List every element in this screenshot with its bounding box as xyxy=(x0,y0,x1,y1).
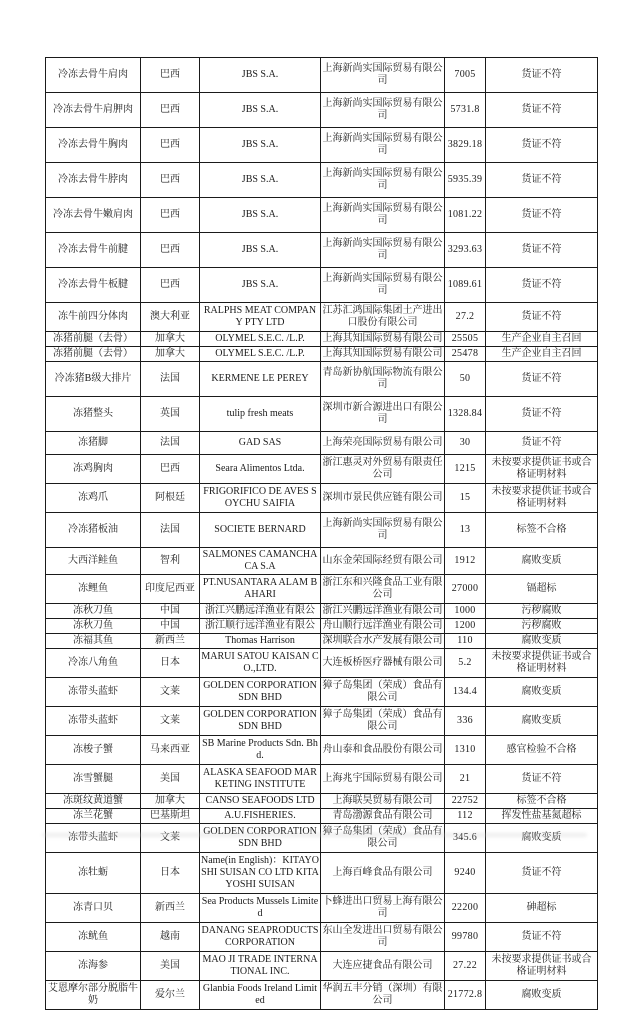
reason-cell: 污秽腐败 xyxy=(486,619,598,634)
manufacturer-cell: MAO JI TRADE INTERNATIONAL INC. xyxy=(200,952,321,981)
manufacturer-cell: Seara Alimentos Ltda. xyxy=(200,455,321,484)
importer-cell: 浙江惠灵对外贸易有限责任公司 xyxy=(321,455,445,484)
product-cell: 冻梭子蟹 xyxy=(46,736,141,765)
table-row xyxy=(46,981,598,1010)
product-cell: 冻鲤鱼 xyxy=(46,575,141,604)
country-cell: 阿根廷 xyxy=(141,484,200,513)
table-row xyxy=(46,163,598,198)
table-row xyxy=(46,809,598,824)
quantity-cell: 5.2 xyxy=(445,649,486,678)
importer-cell: 上海荣亮国际贸易有限公司 xyxy=(321,432,445,455)
table-row xyxy=(46,233,598,268)
table-row xyxy=(46,853,598,894)
manufacturer-cell: Sea Products Mussels Limited xyxy=(200,894,321,923)
country-cell: 巴西 xyxy=(141,198,200,233)
reason-cell: 生产企业自主召回 xyxy=(486,332,598,347)
reason-cell: 未按要求提供证书或合格证明材料 xyxy=(486,484,598,513)
manufacturer-cell: JBS S.A. xyxy=(200,58,321,93)
reason-cell: 货证不符 xyxy=(486,198,598,233)
product-cell: 冷冻去骨牛肩肉 xyxy=(46,58,141,93)
country-cell: 爱尔兰 xyxy=(141,981,200,1010)
quantity-cell: 3293.63 xyxy=(445,233,486,268)
country-cell: 日本 xyxy=(141,853,200,894)
quantity-cell: 22752 xyxy=(445,794,486,809)
quantity-cell: 21 xyxy=(445,765,486,794)
importer-cell: 獐子岛集团（荣成）食品有限公司 xyxy=(321,707,445,736)
product-cell: 冷冻猪B级大排片 xyxy=(46,362,141,397)
table-row xyxy=(46,649,598,678)
country-cell: 加拿大 xyxy=(141,347,200,362)
product-cell: 冻猪前腿（去骨） xyxy=(46,347,141,362)
manufacturer-cell: 浙江兴鹏远洋渔业有限公 xyxy=(200,604,321,619)
importer-cell: 深圳联合水产发展有限公司 xyxy=(321,634,445,649)
table-row xyxy=(46,455,598,484)
table-row xyxy=(46,794,598,809)
importer-cell: 上海新尚实国际贸易有限公司 xyxy=(321,93,445,128)
importer-cell: 上海新尚实国际贸易有限公司 xyxy=(321,198,445,233)
quantity-cell: 134.4 xyxy=(445,678,486,707)
reason-cell: 货证不符 xyxy=(486,233,598,268)
quantity-cell: 27.22 xyxy=(445,952,486,981)
reason-cell: 污秽腐败 xyxy=(486,604,598,619)
country-cell: 巴西 xyxy=(141,268,200,303)
reason-cell: 货证不符 xyxy=(486,128,598,163)
product-cell: 冻牛前四分体肉 xyxy=(46,303,141,332)
quantity-cell: 1215 xyxy=(445,455,486,484)
table-row xyxy=(46,332,598,347)
country-cell: 文莱 xyxy=(141,707,200,736)
quantity-cell: 1089.61 xyxy=(445,268,486,303)
importer-cell: 上海其知国际贸易有限公司 xyxy=(321,332,445,347)
reason-cell: 挥发性盐基氮超标 xyxy=(486,809,598,824)
quantity-cell: 21772.8 xyxy=(445,981,486,1010)
importer-cell: 上海兆宇国际贸易有限公司 xyxy=(321,765,445,794)
reason-cell: 感官检验不合格 xyxy=(486,736,598,765)
importer-cell: 浙江东和兴隆食品工业有限公司 xyxy=(321,575,445,604)
country-cell: 中国 xyxy=(141,604,200,619)
product-cell: 冷冻去骨牛脖肉 xyxy=(46,163,141,198)
product-cell: 冻鸡胸肉 xyxy=(46,455,141,484)
document-sheet xyxy=(45,57,597,1010)
product-cell: 冻带头蓝虾 xyxy=(46,678,141,707)
table-row xyxy=(46,362,598,397)
quantity-cell: 1081.22 xyxy=(445,198,486,233)
country-cell: 美国 xyxy=(141,765,200,794)
product-cell: 冻带头蓝虾 xyxy=(46,824,141,853)
product-cell: 冷冻去骨牛板腱 xyxy=(46,268,141,303)
table-row xyxy=(46,513,598,548)
product-cell: 大西洋鲑鱼 xyxy=(46,548,141,575)
quantity-cell: 99780 xyxy=(445,923,486,952)
importer-cell: 上海新尚实国际贸易有限公司 xyxy=(321,233,445,268)
table-row xyxy=(46,58,598,93)
manufacturer-cell: CANSO SEAFOODS LTD xyxy=(200,794,321,809)
reason-cell: 生产企业自主召回 xyxy=(486,347,598,362)
country-cell: 英国 xyxy=(141,397,200,432)
table-row xyxy=(46,575,598,604)
importer-cell: 上海新尚实国际贸易有限公司 xyxy=(321,58,445,93)
inspection-table-body xyxy=(46,58,598,1010)
manufacturer-cell: tulip fresh meats xyxy=(200,397,321,432)
country-cell: 美国 xyxy=(141,952,200,981)
quantity-cell: 336 xyxy=(445,707,486,736)
product-cell: 冻猪整头 xyxy=(46,397,141,432)
product-cell: 冻福其鱼 xyxy=(46,634,141,649)
country-cell: 马来西亚 xyxy=(141,736,200,765)
quantity-cell: 25478 xyxy=(445,347,486,362)
country-cell: 日本 xyxy=(141,649,200,678)
importer-cell: 华润五丰分销（深圳）有限公司 xyxy=(321,981,445,1010)
country-cell: 巴西 xyxy=(141,455,200,484)
reason-cell: 货证不符 xyxy=(486,397,598,432)
country-cell: 巴西 xyxy=(141,58,200,93)
manufacturer-cell: A.U.FISHERIES. xyxy=(200,809,321,824)
manufacturer-cell: SB Marine Products Sdn. Bhd. xyxy=(200,736,321,765)
quantity-cell: 25505 xyxy=(445,332,486,347)
importer-cell: 山东金荣国际经贸有限公司 xyxy=(321,548,445,575)
importer-cell: 大连应捷食品有限公司 xyxy=(321,952,445,981)
product-cell: 冻猪脚 xyxy=(46,432,141,455)
quantity-cell: 1310 xyxy=(445,736,486,765)
importer-cell: 大连板桥医疗器械有限公司 xyxy=(321,649,445,678)
importer-cell: 深圳市新合源进出口有限公司 xyxy=(321,397,445,432)
importer-cell: 上海其知国际贸易有限公司 xyxy=(321,347,445,362)
product-cell: 冻青口贝 xyxy=(46,894,141,923)
product-cell: 冷冻去骨牛前腱 xyxy=(46,233,141,268)
table-row xyxy=(46,128,598,163)
country-cell: 法国 xyxy=(141,432,200,455)
product-cell: 冷冻八角鱼 xyxy=(46,649,141,678)
table-row xyxy=(46,347,598,362)
product-cell: 冻雪蟹腿 xyxy=(46,765,141,794)
table-row xyxy=(46,736,598,765)
quantity-cell: 1000 xyxy=(445,604,486,619)
manufacturer-cell: SOCIETE BERNARD xyxy=(200,513,321,548)
manufacturer-cell: RALPHS MEAT COMPANY PTY LTD xyxy=(200,303,321,332)
country-cell: 加拿大 xyxy=(141,332,200,347)
reason-cell: 未按要求提供证书或合格证明材料 xyxy=(486,952,598,981)
quantity-cell: 1328.84 xyxy=(445,397,486,432)
reason-cell: 货证不符 xyxy=(486,303,598,332)
reason-cell: 货证不符 xyxy=(486,93,598,128)
reason-cell: 镉超标 xyxy=(486,575,598,604)
reason-cell: 货证不符 xyxy=(486,923,598,952)
product-cell: 冻鸡爪 xyxy=(46,484,141,513)
importer-cell: 青岛新协航国际物流有限公司 xyxy=(321,362,445,397)
product-cell: 冻秋刀鱼 xyxy=(46,619,141,634)
importer-cell: 上海新尚实国际贸易有限公司 xyxy=(321,513,445,548)
importer-cell: 獐子岛集团（荣成）食品有限公司 xyxy=(321,678,445,707)
quantity-cell: 13 xyxy=(445,513,486,548)
reason-cell: 腐败变质 xyxy=(486,678,598,707)
importer-cell: 江苏汇鸿国际集团土产进出口股份有限公司 xyxy=(321,303,445,332)
reason-cell: 腐败变质 xyxy=(486,634,598,649)
importer-cell: 上海联昊贸易有限公司 xyxy=(321,794,445,809)
table-row xyxy=(46,678,598,707)
quantity-cell: 27.2 xyxy=(445,303,486,332)
manufacturer-cell: MARUI SATOU KAISAN CO.,LTD. xyxy=(200,649,321,678)
manufacturer-cell: Thomas Harrison xyxy=(200,634,321,649)
table-row xyxy=(46,604,598,619)
table-row xyxy=(46,198,598,233)
country-cell: 巴西 xyxy=(141,163,200,198)
table-row xyxy=(46,619,598,634)
importer-cell: 上海百峰食品有限公司 xyxy=(321,853,445,894)
quantity-cell: 110 xyxy=(445,634,486,649)
country-cell: 加拿大 xyxy=(141,794,200,809)
quantity-cell: 3829.18 xyxy=(445,128,486,163)
quantity-cell: 112 xyxy=(445,809,486,824)
quantity-cell: 5731.8 xyxy=(445,93,486,128)
quantity-cell: 50 xyxy=(445,362,486,397)
reason-cell: 货证不符 xyxy=(486,765,598,794)
table-row xyxy=(46,634,598,649)
importer-cell: 上海新尚实国际贸易有限公司 xyxy=(321,128,445,163)
reason-cell: 货证不符 xyxy=(486,362,598,397)
importer-cell: 舟山泰和食品股份有限公司 xyxy=(321,736,445,765)
product-cell: 冻秋刀鱼 xyxy=(46,604,141,619)
country-cell: 澳大利亚 xyxy=(141,303,200,332)
reason-cell: 砷超标 xyxy=(486,894,598,923)
reason-cell: 标签不合格 xyxy=(486,794,598,809)
country-cell: 中国 xyxy=(141,619,200,634)
country-cell: 巴西 xyxy=(141,233,200,268)
product-cell: 冻斑纹黄道蟹 xyxy=(46,794,141,809)
manufacturer-cell: KERMENE LE PEREY xyxy=(200,362,321,397)
importer-cell: 舟山顺行远洋渔业有限公司 xyxy=(321,619,445,634)
reason-cell: 货证不符 xyxy=(486,58,598,93)
quantity-cell: 1912 xyxy=(445,548,486,575)
quantity-cell: 9240 xyxy=(445,853,486,894)
manufacturer-cell: GOLDEN CORPORATION SDN BHD xyxy=(200,824,321,853)
quantity-cell: 22200 xyxy=(445,894,486,923)
table-row xyxy=(46,397,598,432)
country-cell: 越南 xyxy=(141,923,200,952)
reason-cell: 货证不符 xyxy=(486,268,598,303)
quantity-cell: 5935.39 xyxy=(445,163,486,198)
country-cell: 巴基斯坦 xyxy=(141,809,200,824)
quantity-cell: 27000 xyxy=(445,575,486,604)
manufacturer-cell: Glanbia Foods Ireland Limited xyxy=(200,981,321,1010)
importer-cell: 上海新尚实国际贸易有限公司 xyxy=(321,268,445,303)
product-cell: 冷冻去骨牛嫩肩肉 xyxy=(46,198,141,233)
table-row xyxy=(46,765,598,794)
reason-cell: 货证不符 xyxy=(486,432,598,455)
product-cell: 冻鱿鱼 xyxy=(46,923,141,952)
country-cell: 文莱 xyxy=(141,824,200,853)
importer-cell: 浙江兴鹏远洋渔业有限公司 xyxy=(321,604,445,619)
country-cell: 巴西 xyxy=(141,128,200,163)
reason-cell: 货证不符 xyxy=(486,163,598,198)
manufacturer-cell: FRIGORIFICO DE AVES SOYCHU SAIFIA xyxy=(200,484,321,513)
table-row xyxy=(46,894,598,923)
manufacturer-cell: JBS S.A. xyxy=(200,93,321,128)
scan-artifact xyxy=(42,833,587,837)
product-cell: 冷冻猪板油 xyxy=(46,513,141,548)
reason-cell: 腐败变质 xyxy=(486,824,598,853)
country-cell: 新西兰 xyxy=(141,894,200,923)
country-cell: 法国 xyxy=(141,513,200,548)
table-row xyxy=(46,268,598,303)
manufacturer-cell: JBS S.A. xyxy=(200,268,321,303)
product-cell: 冻带头蓝虾 xyxy=(46,707,141,736)
manufacturer-cell: JBS S.A. xyxy=(200,233,321,268)
manufacturer-cell: GOLDEN CORPORATION SDN BHD xyxy=(200,707,321,736)
importer-cell: 东山全发进出口贸易有限公司 xyxy=(321,923,445,952)
manufacturer-cell: OLYMEL S.E.C. /L.P. xyxy=(200,347,321,362)
importer-cell: 青岛渤源食品有限公司 xyxy=(321,809,445,824)
country-cell: 法国 xyxy=(141,362,200,397)
quantity-cell: 7005 xyxy=(445,58,486,93)
reason-cell: 标签不合格 xyxy=(486,513,598,548)
manufacturer-cell: Name(in English)：KITAYOSHI SUISAN CO LTD KITAYOSHI SUISAN xyxy=(200,853,321,894)
manufacturer-cell: DANANG SEAPRODUCTS CORPORATION xyxy=(200,923,321,952)
quantity-cell: 345.6 xyxy=(445,824,486,853)
manufacturer-cell: GAD SAS xyxy=(200,432,321,455)
table-row xyxy=(46,952,598,981)
manufacturer-cell: GOLDEN CORPORATION SDN BHD xyxy=(200,678,321,707)
manufacturer-cell: 浙江顺行远洋渔业有限公 xyxy=(200,619,321,634)
product-cell: 艾恩摩尔部分脱脂牛奶 xyxy=(46,981,141,1010)
country-cell: 新西兰 xyxy=(141,634,200,649)
country-cell: 印度尼西亚 xyxy=(141,575,200,604)
quantity-cell: 30 xyxy=(445,432,486,455)
table-row xyxy=(46,707,598,736)
reason-cell: 腐败变质 xyxy=(486,548,598,575)
manufacturer-cell: OLYMEL S.E.C. /L.P. xyxy=(200,332,321,347)
table-row xyxy=(46,93,598,128)
product-cell: 冻牡蛎 xyxy=(46,853,141,894)
product-cell: 冻兰花蟹 xyxy=(46,809,141,824)
table-row xyxy=(46,484,598,513)
product-cell: 冻海参 xyxy=(46,952,141,981)
table-row xyxy=(46,432,598,455)
importer-cell: 獐子岛集团（荣成）食品有限公司 xyxy=(321,824,445,853)
reason-cell: 腐败变质 xyxy=(486,981,598,1010)
reason-cell: 货证不符 xyxy=(486,853,598,894)
country-cell: 智利 xyxy=(141,548,200,575)
country-cell: 文莱 xyxy=(141,678,200,707)
product-cell: 冷冻去骨牛胸肉 xyxy=(46,128,141,163)
manufacturer-cell: PT.NUSANTARA ALAM BAHARI xyxy=(200,575,321,604)
importer-cell: 上海新尚实国际贸易有限公司 xyxy=(321,163,445,198)
manufacturer-cell: JBS S.A. xyxy=(200,128,321,163)
country-cell: 巴西 xyxy=(141,93,200,128)
manufacturer-cell: SALMONES CAMANCHACA S.A xyxy=(200,548,321,575)
table-row xyxy=(46,548,598,575)
importer-cell: 卜蜂进出口贸易上海有限公司 xyxy=(321,894,445,923)
manufacturer-cell: JBS S.A. xyxy=(200,198,321,233)
reason-cell: 腐败变质 xyxy=(486,707,598,736)
product-cell: 冻猪前腿（去骨） xyxy=(46,332,141,347)
manufacturer-cell: JBS S.A. xyxy=(200,163,321,198)
importer-cell: 深圳市景民供应链有限公司 xyxy=(321,484,445,513)
product-cell: 冷冻去骨牛肩胛肉 xyxy=(46,93,141,128)
quantity-cell: 1200 xyxy=(445,619,486,634)
table-row xyxy=(46,303,598,332)
quantity-cell: 15 xyxy=(445,484,486,513)
reason-cell: 未按要求提供证书或合格证明材料 xyxy=(486,455,598,484)
reason-cell: 未按要求提供证书或合格证明材料 xyxy=(486,649,598,678)
table-row xyxy=(46,824,598,853)
inspection-table xyxy=(45,57,598,1010)
manufacturer-cell: ALASKA SEAFOOD MARKETING INSTITUTE xyxy=(200,765,321,794)
table-row xyxy=(46,923,598,952)
